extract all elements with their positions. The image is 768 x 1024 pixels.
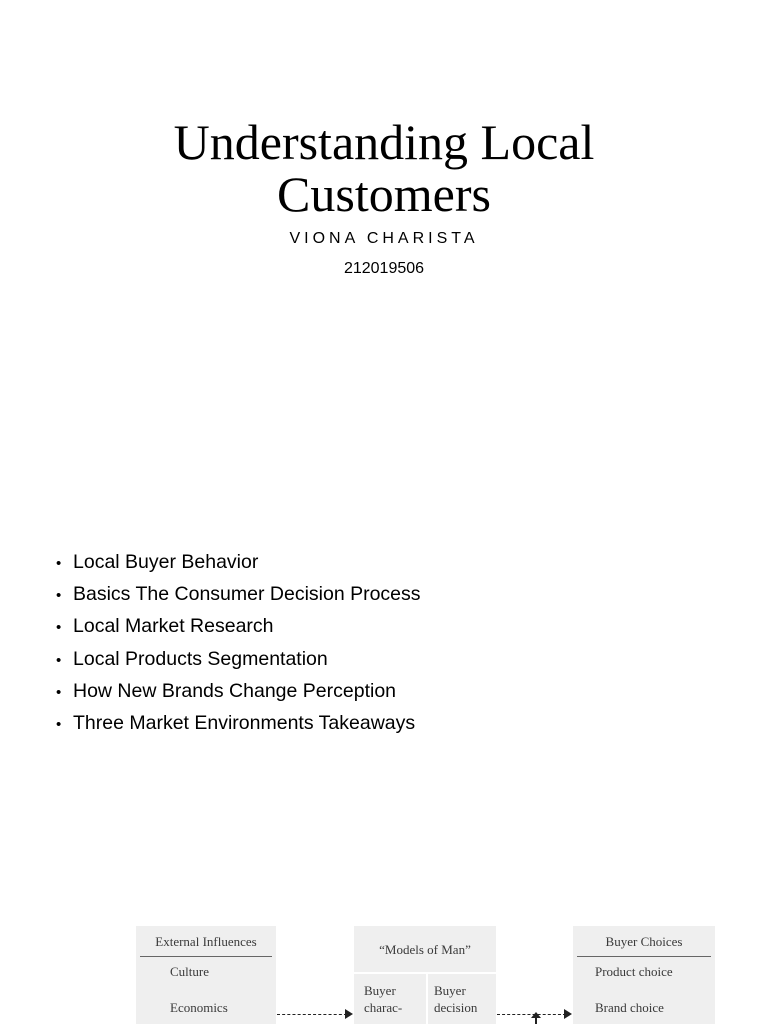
- models-of-man-header: “Models of Man”: [379, 942, 471, 957]
- title-line-2: Customers: [277, 166, 491, 222]
- bullet-item: • Basics The Consumer Decision Process: [56, 578, 421, 610]
- bullet-icon: •: [56, 683, 62, 701]
- bullet-icon: •: [56, 715, 62, 733]
- arrow-right-icon: [564, 1009, 572, 1019]
- bullet-item: • Local Market Research: [56, 610, 421, 642]
- bullet-icon: •: [56, 555, 62, 572]
- author-name: VIONA CHARISTA: [289, 230, 479, 247]
- arrow-up-icon: [531, 1012, 541, 1018]
- bullet-item: • Three Market Environments Takeaways: [56, 707, 421, 739]
- bullet-icon: •: [56, 587, 62, 605]
- student-id: 212019506: [343, 260, 425, 277]
- bullet-item: • Local Buyer Behavior: [56, 546, 421, 578]
- bullet-icon: •: [56, 651, 62, 669]
- connector-line-left: [277, 1014, 347, 1015]
- buyer-decision-label: Buyer decision: [434, 983, 478, 1015]
- slide-title: [0, 116, 768, 220]
- buyer-characteristics-label: Buyer charac-: [364, 983, 403, 1015]
- buyer-choices-header: Buyer Choices: [577, 926, 711, 957]
- external-influences-box: [136, 926, 276, 1024]
- external-item-economics: Economics: [170, 1000, 228, 1015]
- bullet-item: • Local Products Segmentation: [56, 643, 421, 675]
- bullet-item: • How New Brands Change Perception: [56, 675, 421, 707]
- choice-item-product: Product choice: [595, 964, 673, 979]
- models-of-man-box: [354, 926, 496, 1024]
- bullet-list: [56, 546, 421, 739]
- external-item-culture: Culture: [170, 964, 209, 979]
- arrow-right-icon: [345, 1009, 353, 1019]
- bullet-icon: •: [56, 619, 62, 637]
- choice-item-brand: Brand choice: [595, 1000, 664, 1015]
- external-influences-header: External Influences: [140, 926, 272, 957]
- buyer-choices-box: [573, 926, 715, 1024]
- title-line-1: Understanding Local: [173, 114, 595, 170]
